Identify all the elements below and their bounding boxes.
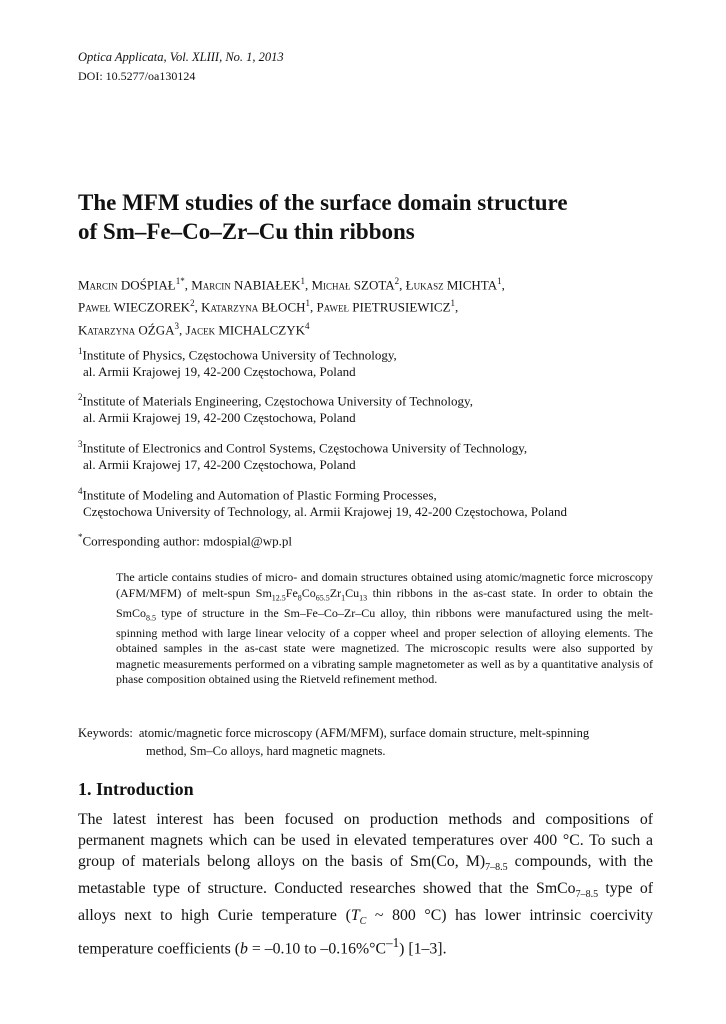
journal-citation: Optica Applicata, Vol. XLIII, No. 1, 2013 — [78, 50, 284, 64]
author-last-name: MICHALCZYK — [218, 321, 306, 337]
author-separator: , — [179, 321, 186, 337]
author-first-name: Paweł — [78, 299, 111, 315]
formula-subscript: 65.5 — [315, 592, 330, 602]
body-text: compounds, with the metastable type of structure. Conducted researches showed that the SmCo — [78, 853, 653, 898]
section-heading: 1. Introduction — [78, 779, 194, 799]
body-text: ~ 800 °C) has lower intrinsic coercivity temperature coefficients ( — [78, 907, 653, 958]
author-first-name: Michał — [311, 277, 351, 293]
author-first-name: Katarzyna — [201, 299, 259, 315]
affiliation-address: al. Armii Krajowej 17, 42-200 Częstochowa, Poland — [83, 457, 356, 473]
body-text: type of alloys next to high Curie temperature ( — [78, 880, 653, 925]
author-line-2 — [78, 294, 505, 316]
author-line-3 — [78, 317, 505, 339]
formula-subscript: 7–8.5 — [485, 862, 508, 874]
author-affiliation-mark: 1 — [300, 276, 305, 286]
formula-subscript: 12.5 — [271, 592, 286, 602]
affiliation-number: 2 — [78, 392, 83, 402]
math-variable: b — [239, 940, 248, 958]
title-line-1: The MFM studies of the surface domain structure — [78, 190, 568, 215]
body-text: = –0.10 to –0.16%°C — [247, 940, 386, 958]
author-line-1 — [78, 272, 505, 294]
abstract — [116, 570, 653, 688]
body-text: ) [1–3]. — [399, 940, 447, 958]
keywords-label: Keywords: — [78, 726, 133, 740]
author-affiliation-mark: 1 — [305, 298, 311, 309]
affiliation-4 — [78, 483, 567, 520]
keywords-line-2: method, Sm–Co alloys, hard magnetic magnets. — [146, 744, 386, 758]
paper-title — [78, 188, 678, 246]
affiliation-2 — [78, 389, 473, 426]
math-superscript: –1 — [385, 935, 400, 951]
author-first-name: Marcin — [191, 277, 231, 293]
affiliation-line: Institute of Electronics and Control Systems, Częstochowa University of Technology, — [82, 440, 528, 456]
author-separator: , — [310, 299, 317, 315]
affiliation-1 — [78, 343, 397, 380]
title-line-2: of Sm–Fe–Co–Zr–Cu thin ribbons — [78, 219, 415, 244]
author-list — [78, 272, 505, 339]
formula-element: Fe — [285, 585, 298, 600]
affiliation-3 — [78, 436, 527, 473]
formula-subscript: 1 — [341, 592, 346, 602]
keywords-line-1: atomic/magnetic force microscopy (AFM/MFM), surface domain structure, melt-spinning — [138, 726, 590, 740]
affiliation-number: 3 — [78, 439, 83, 449]
affiliation-address: al. Armii Krajowej 19, 42-200 Częstochowa, Poland — [83, 410, 356, 426]
math-variable: T — [350, 907, 360, 925]
author-affiliation-mark: 1 — [497, 276, 502, 286]
author-last-name: SZOTA — [353, 277, 395, 293]
abstract-text: type of structure in the Sm–Fe–Co–Zr–Cu alloy, thin ribbons were manufactured using the melt-spinning method with large linear velocity of a copper wheel and proper selection of alloying elements. The obtained samples in the as-cast state were magnetized. The microscopic results were also supported by magnetic measurements performed on a vibrating sample magnetometer as well as by a quantitative analysis of phase composition obtained using the Rietveld refinement method. — [116, 605, 653, 687]
formula-element: Co — [301, 585, 316, 600]
author-first-name: Jacek — [185, 321, 216, 337]
author-last-name: WIECZOREK — [113, 299, 191, 315]
author-last-name: NABIAŁEK — [234, 277, 301, 293]
formula-subscript: 13 — [359, 592, 368, 602]
corresponding-mark: * — [78, 532, 83, 542]
author-affiliation-mark: 2 — [394, 276, 400, 286]
corresponding-author — [78, 529, 292, 549]
author-first-name: Marcin — [78, 277, 118, 293]
author-last-name: OŹGA — [138, 321, 175, 337]
affiliation-number: 1 — [78, 346, 83, 356]
keywords — [78, 724, 653, 760]
abstract-text: thin ribbons in the as-cast state. In order to obtain the SmCo — [116, 585, 653, 620]
author-affiliation-mark: 3 — [174, 320, 180, 331]
author-last-name: BŁOCH — [261, 299, 306, 315]
author-first-name: Łukasz — [405, 277, 444, 293]
author-separator: , — [399, 277, 406, 293]
affiliation-number: 4 — [78, 486, 83, 496]
formula-element: Zr — [329, 585, 342, 600]
author-separator: , — [194, 299, 202, 315]
doi-line: DOI: 10.5277/oa130124 — [78, 69, 196, 83]
formula-subscript: 8.5 — [146, 612, 157, 622]
author-last-name: PIETRUSIEWICZ — [352, 299, 451, 315]
author-affiliation-mark: 4 — [305, 320, 310, 331]
corresponding-email[interactable]: Corresponding author: mdospial@wp.pl — [82, 533, 292, 549]
intro-paragraph — [78, 809, 653, 960]
author-last-name: MICHTA — [446, 277, 498, 293]
affiliation-line: Institute of Modeling and Automation of Plastic Forming Processes, — [82, 487, 437, 503]
author-first-name: Katarzyna — [78, 321, 136, 337]
affiliation-line: Institute of Materials Engineering, Częstochowa University of Technology, — [82, 393, 473, 409]
author-affiliation-mark: 1* — [175, 276, 185, 286]
formula-subscript: 7–8.5 — [575, 889, 599, 901]
affiliation-address: al. Armii Krajowej 19, 42-200 Częstochowa, Poland — [83, 364, 356, 380]
abstract-text: The article contains studies of micro- and domain structures obtained using atomic/magnetic force microscopy (AFM/MFM) of melt-spun Sm — [116, 570, 653, 600]
math-subscript: C — [359, 916, 367, 928]
affiliation-line: Institute of Physics, Częstochowa University of Technology, — [82, 347, 397, 363]
author-separator: , — [304, 277, 312, 293]
affiliation-address: Częstochowa University of Technology, al. Armii Krajowej 19, 42-200 Częstochowa, Poland — [83, 504, 567, 520]
author-separator: , — [455, 299, 459, 315]
author-affiliation-mark: 2 — [190, 298, 195, 309]
author-affiliation-mark: 1 — [450, 298, 456, 309]
author-first-name: Paweł — [316, 299, 350, 315]
author-separator: , — [501, 277, 505, 293]
formula-subscript: 8 — [297, 592, 302, 602]
author-separator: , — [184, 277, 192, 293]
body-text: The latest interest has been focused on production methods and compositions of permanent magnets which can be used in elevated temperatures over 400 °C. To such a group of materials belong alloys on the basis of Sm(Co, M) — [78, 811, 653, 870]
author-last-name: DOŚPIAŁ — [120, 277, 176, 293]
formula-element: Cu — [345, 585, 360, 600]
